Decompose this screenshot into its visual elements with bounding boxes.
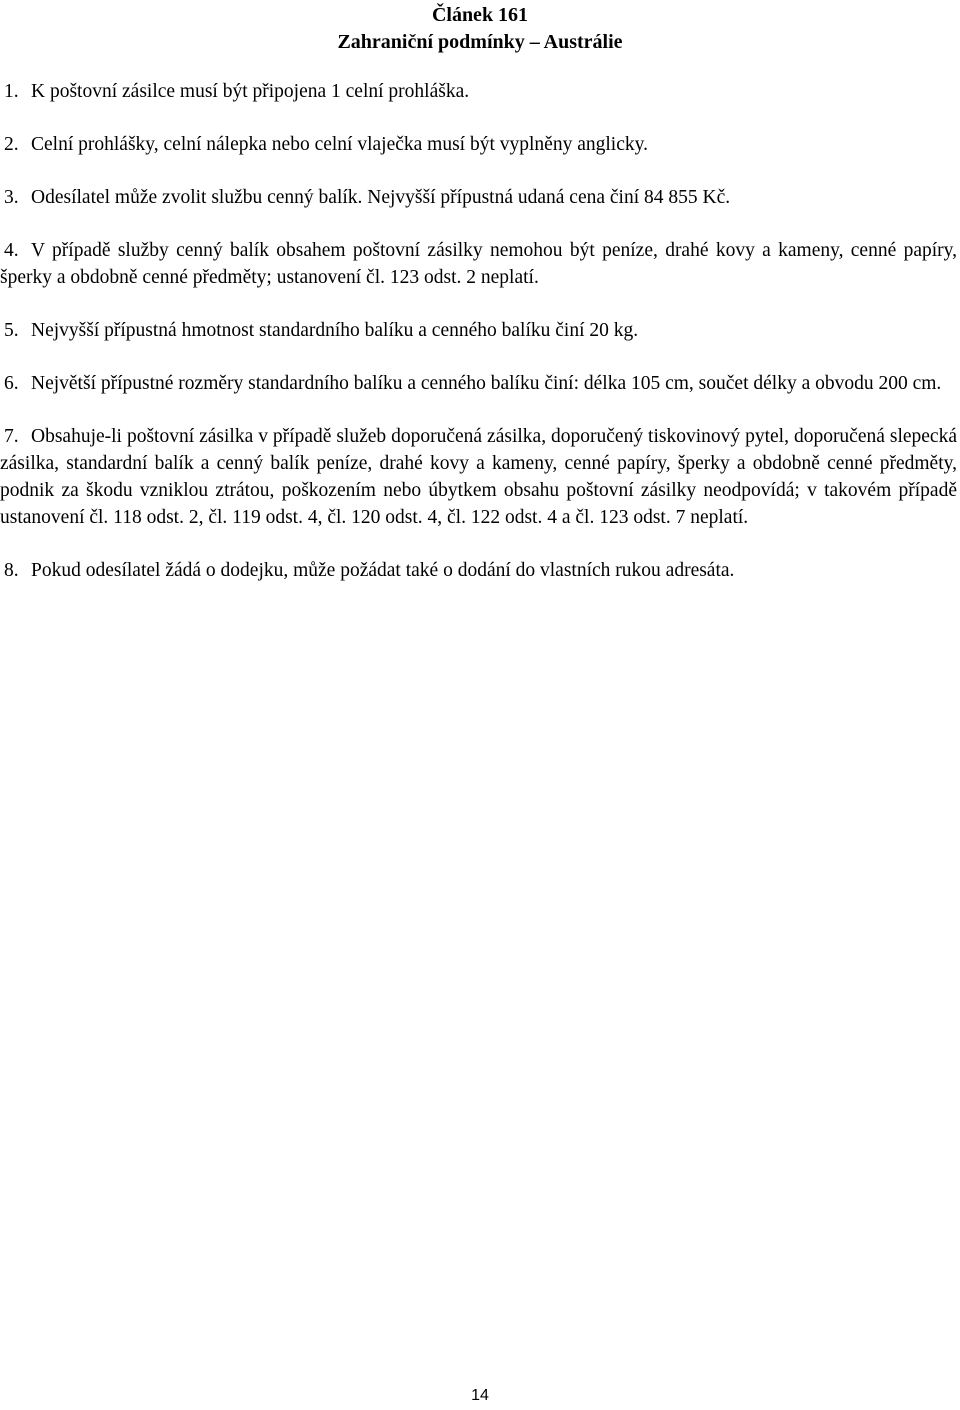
clause-text: Pokud odesílatel žádá o dodejku, může požádat také o dodání do vlastních rukou adresáta. bbox=[31, 560, 735, 581]
clause-text: V případě služby cenný balík obsahem poštovní zásilky nemohou být peníze, drahé kovy a kameny, cenné papíry, šperky a obdobně cenné předměty; ustanovení čl. 123 odst. 2 neplatí. bbox=[0, 240, 957, 288]
clause-text: Obsahuje-li poštovní zásilka v případě služeb doporučená zásilka, doporučený tiskovinový pytel, doporučená slepecká zásilka, standardní balík a cenný balík peníze, drahé kovy a kameny, cenné papíry, šperky a obdobně cenné předměty, podnik za škodu vzniklou ztrátou, poškozením nebo úbytkem obsahu poštovní zásilky neodpovídá; v takovém případě ustanovení čl. 118 odst. 2, čl. 119 odst. 4, čl. 120 odst. 4, čl. 122 odst. 4 a čl. 123 odst. 7 neplatí. bbox=[0, 426, 957, 528]
clause-6 bbox=[0, 370, 957, 397]
article-title: Zahraniční podmínky – Austrálie bbox=[337, 31, 623, 53]
clause-number: 5. bbox=[4, 320, 19, 341]
clause-list bbox=[0, 78, 957, 610]
clause-number: 8. bbox=[4, 560, 19, 581]
clause-text: Nejvyšší přípustná hmotnost standardního balíku a cenného balíku činí 20 kg. bbox=[31, 320, 639, 341]
clause-text: Největší přípustné rozměry standardního balíku a cenného balíku činí: délka 105 cm, součet délky a obvodu 200 cm. bbox=[31, 373, 942, 394]
clause-number: 7. bbox=[4, 426, 19, 447]
clause-8 bbox=[0, 557, 957, 584]
clause-number: 3. bbox=[4, 187, 19, 208]
clause-text: Odesílatel může zvolit službu cenný balík. Nejvyšší přípustná udaná cena činí 84 855 Kč. bbox=[31, 187, 731, 208]
clause-5 bbox=[0, 317, 957, 344]
clause-number: 1. bbox=[4, 81, 19, 102]
article-number: Článek 161 bbox=[431, 4, 529, 26]
clause-7 bbox=[0, 423, 957, 531]
clause-1 bbox=[0, 78, 957, 105]
clause-number: 2. bbox=[4, 134, 19, 155]
clause-number: 4. bbox=[4, 240, 19, 261]
clause-3 bbox=[0, 184, 957, 211]
page-number: 14 bbox=[471, 1387, 489, 1404]
clause-number: 6. bbox=[4, 373, 19, 394]
clause-4 bbox=[0, 237, 957, 291]
clause-text: K poštovní zásilce musí být připojena 1 celní prohláška. bbox=[31, 81, 470, 102]
article-header bbox=[0, 2, 960, 56]
clause-2 bbox=[0, 131, 957, 158]
clause-text: Celní prohlášky, celní nálepka nebo celní vlaječka musí být vyplněny anglicky. bbox=[31, 134, 648, 155]
